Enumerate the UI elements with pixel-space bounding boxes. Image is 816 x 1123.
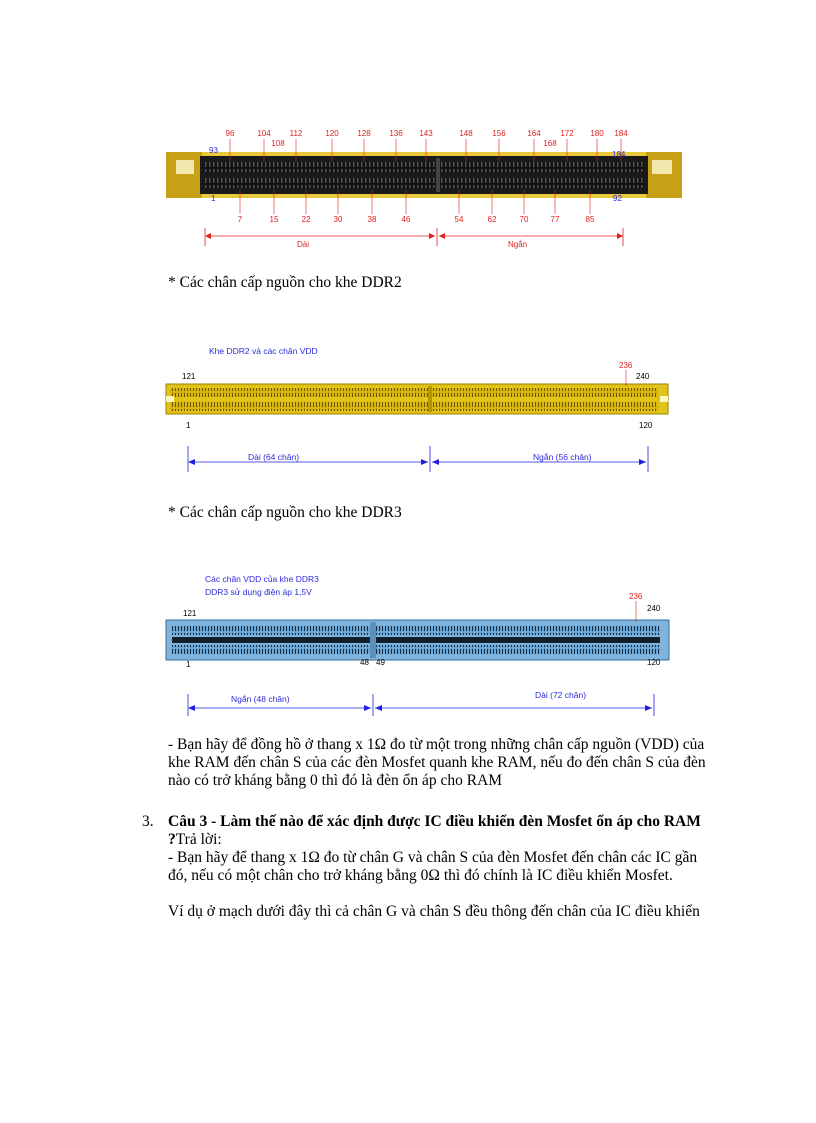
ddr2-slot xyxy=(166,384,668,414)
pin-label: 22 xyxy=(301,215,311,224)
pin-label: 54 xyxy=(454,215,464,224)
pin-label: 62 xyxy=(487,215,497,224)
pin-label: 156 xyxy=(492,129,506,138)
pin-label: 38 xyxy=(367,215,377,224)
ddr3-slot xyxy=(166,620,669,660)
ddr1-long-label: Dài xyxy=(297,240,310,249)
ddr1-side-left-bottom: 1 xyxy=(211,194,216,203)
ddr2-top-right: 236 xyxy=(619,361,633,370)
pin-label: 30 xyxy=(333,215,343,224)
ddr2-right-top: 240 xyxy=(636,372,650,381)
ddr1-side-left-top: 93 xyxy=(209,146,218,155)
ddr3-title-line2: DDR3 sử dụng điện áp 1,5V xyxy=(205,587,312,597)
ddr3-mid-bottom-left: 48 xyxy=(360,658,369,667)
ddr3-top-right: 236 xyxy=(629,592,643,601)
answer-text: - Bạn hãy để thang x 1Ω đo từ chân G và chân S của đèn Mosfet đến chân các IC gần đó, nếu có một chân cho trở kháng bằng 0Ω thì đó chính là IC điều khiển Mosfet. xyxy=(168,849,698,884)
question-number: 3. xyxy=(142,813,154,830)
ddr2-figure xyxy=(166,346,668,472)
ddr1-dimension-arrows xyxy=(205,228,623,246)
pin-label: 7 xyxy=(237,215,243,224)
caption-ddr2: * Các chân cấp nguồn cho khe DDR2 xyxy=(168,274,402,291)
pin-label: 128 xyxy=(357,129,371,138)
pin-label: 164 xyxy=(527,129,541,138)
pin-label: 180 xyxy=(590,129,604,138)
ddr1-side-right-top: 184 xyxy=(612,150,626,159)
question-title: Câu 3 - Làm thế nào để xác định được IC điều khiển đèn Mosfet ổn áp cho RAM ? xyxy=(168,813,701,848)
ddr3-left-bottom: 1 xyxy=(186,660,191,669)
caption-ddr3: * Các chân cấp nguồn cho khe DDR3 xyxy=(168,504,402,521)
pin-label: 136 xyxy=(389,129,403,138)
pin-label: 143 xyxy=(419,129,433,138)
ddr1-short-label: Ngắn xyxy=(508,240,528,249)
pin-label: 77 xyxy=(550,215,560,224)
question-body xyxy=(168,813,708,921)
ddr3-mid-bottom-right: 49 xyxy=(376,658,385,667)
ddr1-side-right-bottom: 92 xyxy=(613,194,622,203)
ddr1-figure xyxy=(166,129,682,249)
pin-label: 120 xyxy=(325,129,339,138)
pin-label: 15 xyxy=(269,215,279,224)
pin-label: 96 xyxy=(225,129,235,138)
pin-label: 85 xyxy=(585,215,595,224)
pin-label: 172 xyxy=(560,129,574,138)
ddr3-long-label: Dài (72 chân) xyxy=(535,690,587,700)
ddr3-right-bottom: 120 xyxy=(647,658,661,667)
ddr3-figure xyxy=(166,574,669,716)
pin-label: 112 xyxy=(289,129,303,138)
pin-label: 104 xyxy=(257,129,271,138)
ddr3-right-top: 240 xyxy=(647,604,661,613)
ddr2-left-top: 121 xyxy=(182,372,196,381)
pin-label: 46 xyxy=(401,215,411,224)
answer-lead: Trả lời: xyxy=(175,831,222,848)
ddr3-left-top: 121 xyxy=(183,609,197,618)
paragraph-vdd-measure: - Bạn hãy để đồng hồ ở thang x 1Ω đo từ một trong những chân cấp nguồn (VDD) của khe RAM đến chân S của các đèn Mosfet quanh khe RAM, nếu đo đến chân S của đèn nào có trở kháng bằng 0 thì đó là đèn ổn áp cho RAM xyxy=(168,736,706,789)
pin-label: 168 xyxy=(543,139,557,148)
pin-label: 108 xyxy=(271,139,285,148)
ddr2-long-label: Dài (64 chân) xyxy=(248,452,300,462)
ddr1-slot xyxy=(166,152,682,198)
ddr2-short-label: Ngắn (56 chân) xyxy=(533,452,592,462)
ddr2-title: Khe DDR2 và các chân VDD xyxy=(209,346,318,356)
ddr2-right-bottom: 120 xyxy=(639,421,653,430)
pin-label: 70 xyxy=(519,215,529,224)
example-text: Ví dụ ở mạch dưới đây thì cả chân G và chân S đều thông đến chân của IC điều khiển xyxy=(168,903,700,920)
ddr1-top-labels-row2 xyxy=(271,139,557,148)
pin-label: 148 xyxy=(459,129,473,138)
ddr3-title-line1: Các chân VDD của khe DDR3 xyxy=(205,574,319,584)
pin-label: 184 xyxy=(614,129,628,138)
ddr2-left-bottom: 1 xyxy=(186,421,191,430)
ddr3-short-label: Ngắn (48 chân) xyxy=(231,694,290,704)
